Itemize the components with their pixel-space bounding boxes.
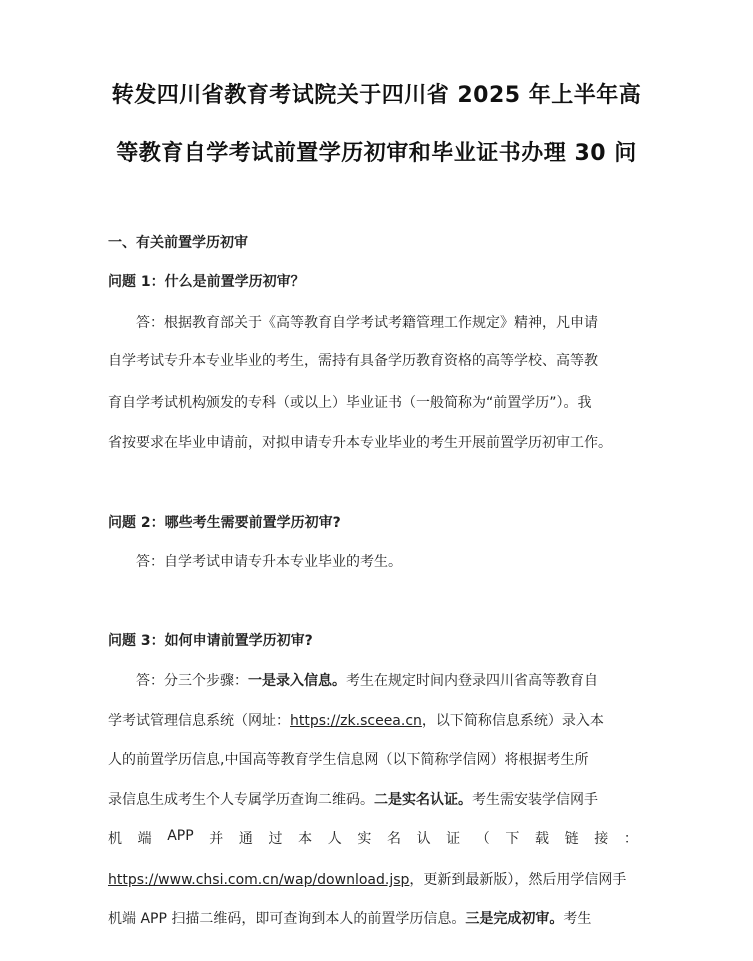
answer-2: 答：自学考试申请专升本专业毕业的考生。 xyxy=(136,554,402,570)
justified-char: 载 xyxy=(535,831,549,847)
answer-3-line-2-rest: ，以下简称信息系统）录入本 xyxy=(421,713,604,729)
answer-3-line-7 xyxy=(108,908,648,928)
justified-char: APP xyxy=(167,828,194,844)
justified-char: 端 xyxy=(137,831,152,847)
justified-char: 名 xyxy=(386,831,401,847)
answer-3-line-7-start: 机端 APP 扫描二维码，即可查询到本人的前置学历信息。 xyxy=(108,911,466,927)
answer-3-line-1 xyxy=(136,670,676,690)
answer-3-line-4-start: 录信息生成考生个人专属学历查询二维码。 xyxy=(108,792,374,808)
question-3: 问题 3：如何申请前置学历初审? xyxy=(108,633,313,649)
answer-1-line-4: 省按要求在毕业申请前，对拟申请专升本专业毕业的考生开展前置学历初审工作。 xyxy=(108,435,612,451)
justified-char: ： xyxy=(623,831,638,847)
section-heading: 一、有关前置学历初审 xyxy=(108,235,248,251)
step-2-label: 二是实名认证。 xyxy=(374,792,472,808)
sceea-link[interactable]: https://zk.sceea.cn xyxy=(290,713,422,729)
step-3-label: 三是完成初审。 xyxy=(465,911,564,927)
document-title-line-2: 等教育自学考试前置学历初审和毕业证书办理 30 问 xyxy=(116,141,637,166)
answer-1-line-3: 育自学考试机构颁发的专科（或以上）毕业证书（一般简称为“前置学历”）。我 xyxy=(108,395,592,411)
justified-char: 本 xyxy=(298,831,313,847)
justified-char: 过 xyxy=(268,831,283,847)
justified-char: 并 xyxy=(209,831,224,847)
answer-3-line-4 xyxy=(108,789,648,809)
step-1-label: 一是录入信息。 xyxy=(248,673,346,689)
justified-char: 下 xyxy=(505,831,520,847)
justified-char: 通 xyxy=(238,831,253,847)
answer-3-line-4-rest: 考生需安装学信网手 xyxy=(472,792,598,808)
answer-3-line-6 xyxy=(108,869,648,889)
answer-3-line-1-rest: 考生在规定时间内登录四川省高等教育自 xyxy=(346,673,598,689)
question-1: 问题 1：什么是前置学历初审？ xyxy=(108,274,305,290)
justified-char: 认 xyxy=(416,831,431,847)
answer-3-line-6-rest: ，更新到最新版），然后用学信网手 xyxy=(409,872,627,888)
answer-3-line-5 xyxy=(108,828,638,848)
justified-char: 链 xyxy=(564,831,579,847)
justified-char: 机 xyxy=(108,831,122,847)
chsi-download-link[interactable]: https://www.chsi.com.cn/wap/download.jsp xyxy=(108,872,410,888)
answer-3-prefix: 答：分三个步骤： xyxy=(136,673,248,689)
answer-3-line-7-rest: 考生 xyxy=(563,911,592,927)
justified-char: （ xyxy=(475,831,490,847)
answer-3-line-2-start: 学考试管理信息系统（网址： xyxy=(108,713,290,729)
question-2: 问题 2：哪些考生需要前置学历初审? xyxy=(108,515,341,531)
answer-3-line-3: 人的前置学历信息,中国高等教育学生信息网（以下简称学信网）将根据考生所 xyxy=(108,752,589,768)
justified-char: 人 xyxy=(327,831,342,847)
justified-char: 证 xyxy=(446,831,461,847)
justified-char: 实 xyxy=(357,831,372,847)
answer-1-line-1: 答：根据教育部关于《高等教育自学考试考籍管理工作规定》精神，凡申请 xyxy=(136,315,598,331)
answer-1-line-2: 自学考试专升本专业毕业的考生，需持有具备学历教育资格的高等学校、高等教 xyxy=(108,353,598,369)
document-title-line-1: 转发四川省教育考试院关于四川省 2025 年上半年高 xyxy=(111,83,642,108)
answer-3-line-2 xyxy=(108,710,648,730)
justified-char: 接 xyxy=(594,831,609,847)
